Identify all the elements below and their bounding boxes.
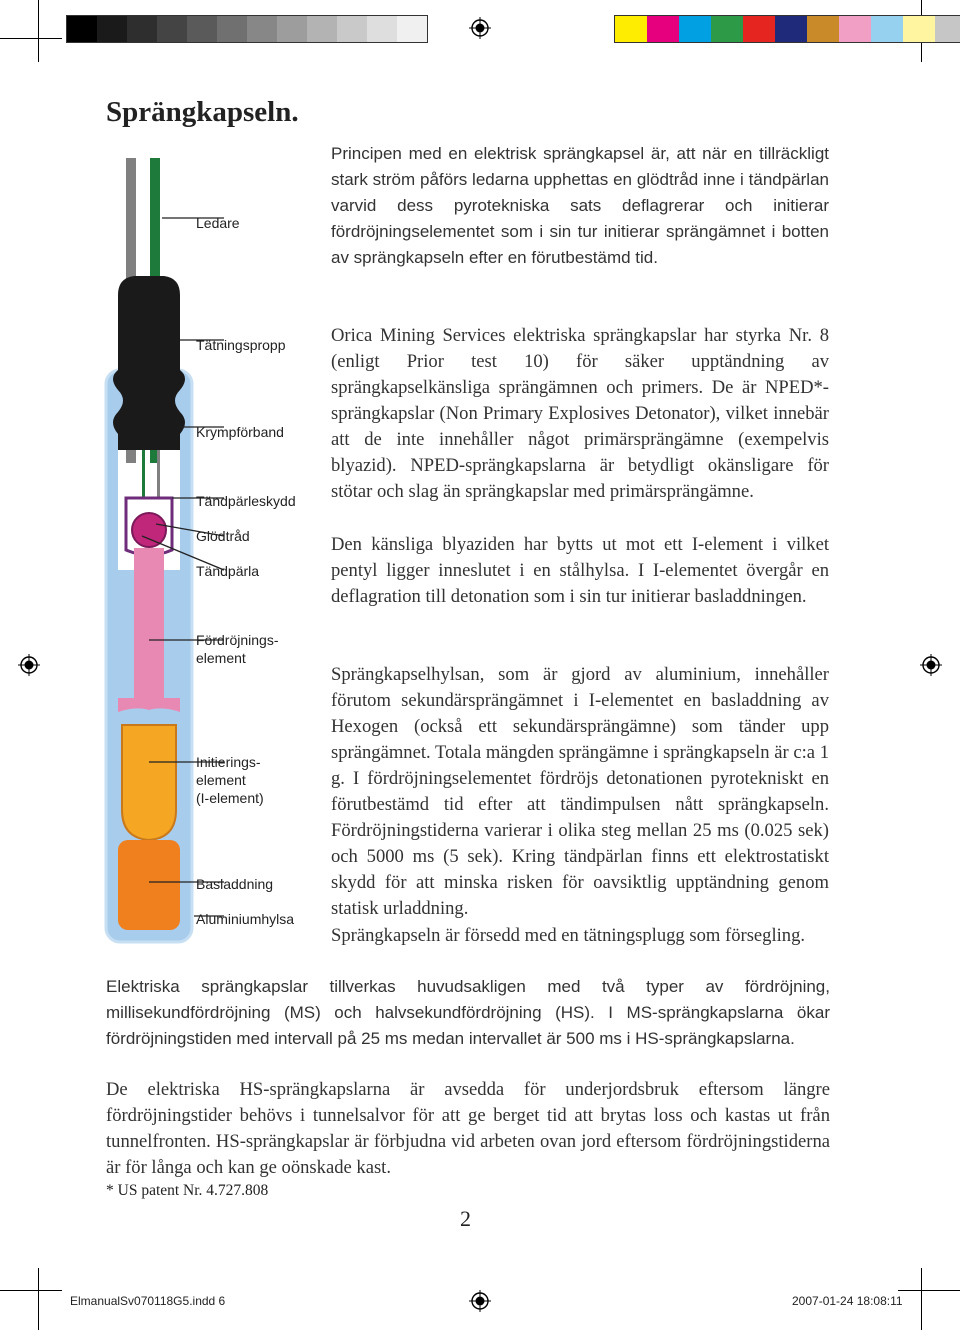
gray-swatch xyxy=(367,16,397,42)
color-swatch xyxy=(807,16,839,42)
gray-swatch xyxy=(127,16,157,42)
gray-swatch xyxy=(217,16,247,42)
blyazid-paragraph: Den känsliga blyaziden har bytts ut mot ett I-element i vilket pentyl ligger inneslutet i en stålhylsa. I I-elementet övergår en deflagration till detonation som i sin tur initierar basladdningen. xyxy=(331,534,829,607)
gray-swatch xyxy=(337,16,367,42)
gray-swatch xyxy=(157,16,187,42)
tatning-paragraph: Sprängkapseln är försedd med en tätningsplugg som försegling. xyxy=(331,925,806,946)
registration-mark-icon xyxy=(469,1290,491,1312)
label-tatningspropp: Tätningspropp xyxy=(196,337,286,353)
ignition-bead xyxy=(132,513,166,547)
gray-swatch xyxy=(97,16,127,42)
color-swatch xyxy=(903,16,935,42)
footnote: * US patent Nr. 4.727.808 xyxy=(106,1182,269,1199)
color-swatch xyxy=(711,16,743,42)
orica-paragraph: Orica Mining Services elektriska sprängkapslar har styrka Nr. 8 (enligt Prior test 10) för säker upptändning av sprängkapselkänsliga sprängämnen och primers. De är NPED*-sprängkapslar (Non Primary Explosives Detonator), vilket innebär att de inte innehåller något primärsprängämne (exempelvis blyazid). NPED-sprängkapslarna är betydligt okänsligare för stötar och slag än sprängkapslar med primärsprängämne. xyxy=(331,325,829,502)
gray-swatch xyxy=(277,16,307,42)
color-swatch xyxy=(615,16,647,42)
crop-mark xyxy=(898,1290,960,1291)
color-swatch xyxy=(839,16,871,42)
base-charge xyxy=(118,840,180,930)
color-swatch xyxy=(935,16,960,42)
color-swatch xyxy=(871,16,903,42)
label-tandparleskydd: Tändpärleskydd xyxy=(196,493,296,509)
page-title: Sprängkapseln. xyxy=(106,96,299,128)
gray-swatch xyxy=(247,16,277,42)
gray-swatch xyxy=(187,16,217,42)
hs-paragraph: De elektriska HS-sprängkapslarna är avsedda för underjordsbruk eftersom längre fördröjningstider behövs i tunnelsalvor för att ge berget tid att brytas loss och kastas ut från tunnelfronten. HS-sprängkapslar är förbjudna vid arbeten ovan jord eftersom fördröjningstiderna är för långa och kan ge oönskade kast. xyxy=(106,1079,830,1178)
intro-paragraph: Principen med en elektrisk sprängkapsel är, att när en tillräckligt stark ström påförs ledarna upphettas en glödtråd inne i tändpärlan varvid dess pyrotekniska sats deflagrerar och initierar fördröjningselementet som i sin tur initierar sprängämnet i botten av sprängkapseln efter en förutbestämd tid. xyxy=(331,144,829,267)
gray-calibration-bar xyxy=(66,15,428,43)
crop-mark xyxy=(38,1268,39,1330)
color-calibration-bar xyxy=(614,15,960,43)
registration-mark-icon xyxy=(469,17,491,39)
crop-mark xyxy=(921,1268,922,1330)
hylsa-paragraph: Sprängkapselhylsan, som är gjord av aluminium, innehåller förutom sekundärsprängämnet i I-elementet en basladdning av Hexogen (också ett sekundärsprängämne) som tänder upp sprängämnet. Totala mängden sprängämne i sprängkapseln är c:a 1 g. I fördröjningselementet fördröjs detonationen pyrotekniskt en förutbestämd tid efter att tändimpulsen nått sprängkapseln. Fördröjningstiderna varierar i olika steg mellan 25 ms (0.025 sek) och 5000 ms (5 sek). Kring tändpärlan finns ett elektrostatiskt skydd för att minska risken för oavsiktlig upptändning genom statisk urladdning. xyxy=(331,664,829,919)
typer-paragraph: Elektriska sprängkapslar tillverkas huvudsakligen med två typer av fördröjning, millisekundfördröjning (MS) och halvsekundfördröjning (HS). I MS-sprängkapslarna ökar fördröjningstiden med intervall på 25 ms medan intervallet är 500 ms i HS-sprängkapslarna. xyxy=(106,977,830,1048)
registration-mark-icon xyxy=(920,654,942,676)
crop-mark xyxy=(0,38,62,39)
delay-element xyxy=(134,548,164,698)
gray-swatch xyxy=(397,16,427,42)
color-swatch xyxy=(647,16,679,42)
label-fordrojningselement: Fördröjnings- element xyxy=(196,632,279,666)
slug-timestamp: 2007-01-24 18:08:11 xyxy=(792,1294,903,1308)
gray-swatch xyxy=(307,16,337,42)
initiation-element xyxy=(122,725,176,840)
label-krympforband: Krympförband xyxy=(196,424,284,440)
sealing-plug xyxy=(113,276,185,450)
crop-mark xyxy=(38,0,39,62)
label-basladdning: Basladdning xyxy=(196,876,274,892)
slug-filename: ElmanualSv070118G5.indd 6 xyxy=(70,1294,226,1308)
crop-mark xyxy=(0,1290,62,1291)
color-swatch xyxy=(775,16,807,42)
label-tandparla: Tändpärla xyxy=(196,563,260,579)
registration-mark-icon xyxy=(18,654,40,676)
gray-swatch xyxy=(67,16,97,42)
label-glodtrad: Glödtråd xyxy=(196,528,250,544)
label-initieringselement: Initierings- element (I-element) xyxy=(196,754,264,806)
label-aluminiumhylsa: Aluminiumhylsa xyxy=(196,911,295,927)
color-swatch xyxy=(679,16,711,42)
detonator-diagram xyxy=(104,150,224,945)
label-ledare: Ledare xyxy=(196,215,240,231)
page-number: 2 xyxy=(460,1206,471,1231)
color-swatch xyxy=(743,16,775,42)
